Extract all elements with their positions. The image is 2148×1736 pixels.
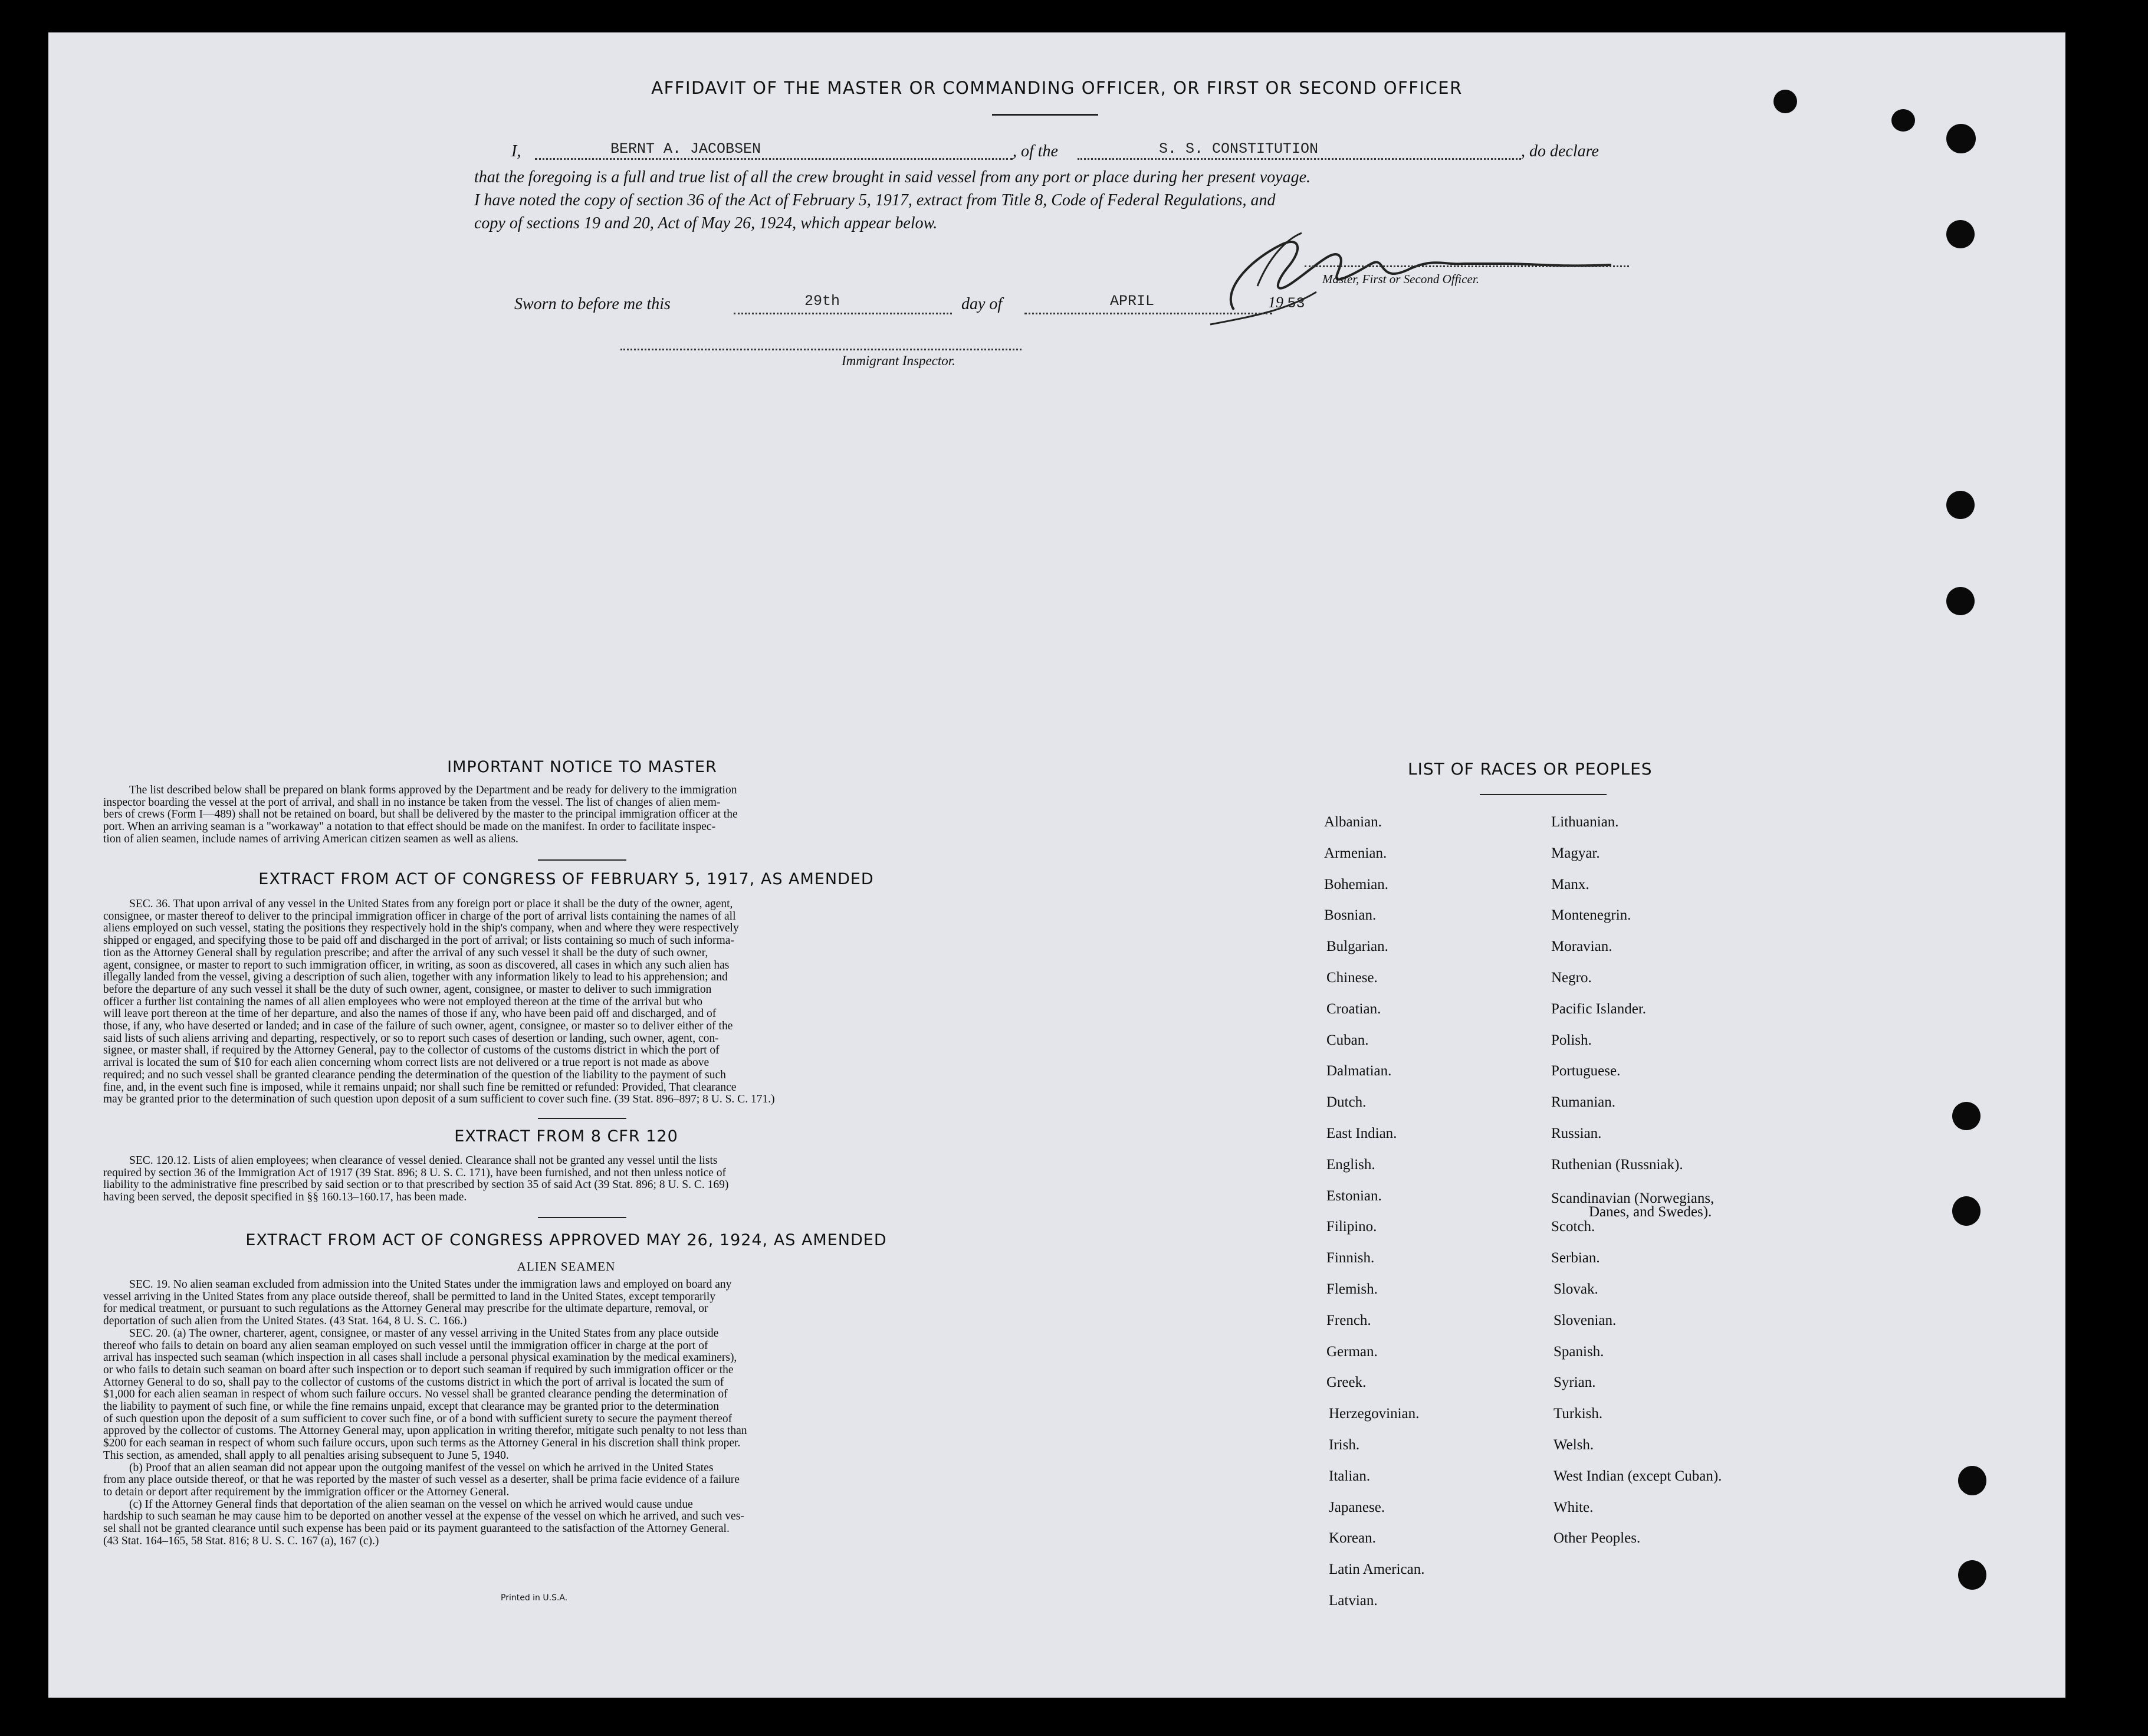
race-item: Flemish. bbox=[1326, 1281, 1378, 1297]
race-item: Herzegovinian. bbox=[1329, 1406, 1420, 1422]
extract-1924-line: hardship to such seaman he may cause him to be deported on another vessel at the expense of the vessel on which he arrived, and such ves- bbox=[103, 1510, 744, 1523]
extract-1917-line: shipped or engaged, and specifying those to be paid off and discharged in the port of arrival; or lists containing so much of such informa- bbox=[103, 934, 734, 947]
race-item: Irish. bbox=[1329, 1437, 1360, 1453]
race-item: Lithuanian. bbox=[1551, 814, 1619, 830]
punch-hole bbox=[1773, 90, 1797, 113]
signer-title: Master, First or Second Officer. bbox=[1322, 272, 1479, 286]
race-item: Scotch. bbox=[1551, 1219, 1595, 1235]
race-item: White. bbox=[1553, 1499, 1594, 1515]
extract-1917-line: said lists of such aliens arriving and departing, respectively, or so to report such cases of desertion or landing, such owner, agent, con- bbox=[103, 1032, 719, 1045]
race-item: Greek. bbox=[1326, 1374, 1367, 1391]
race-item: Syrian. bbox=[1553, 1374, 1596, 1391]
name-field bbox=[535, 140, 1013, 160]
extract-1924-line: for medical treatment, or pursuant to such regulations as the Attorney General may prescribe for the ultimate departure, removal, or bbox=[103, 1302, 708, 1315]
punch-hole bbox=[1946, 491, 1975, 519]
title-divider bbox=[992, 114, 1098, 116]
form-sheet bbox=[48, 32, 2065, 1698]
printed-label: Printed in U.S.A. bbox=[501, 1593, 568, 1603]
sworn-month: APRIL bbox=[1110, 293, 1155, 310]
extract-1924-line: $1,000 for each alien seaman in respect of whom such failure occurs. No vessel shall be granted clearance pending the determination of bbox=[103, 1388, 728, 1401]
month-field bbox=[1024, 295, 1272, 314]
notice-line: port. When an arriving seaman is a "workaway" a notation to that effect should be made on the manifest. In order to facilitate inspec- bbox=[103, 821, 716, 833]
punch-hole bbox=[1891, 109, 1915, 132]
declare-label: , do declare bbox=[1521, 142, 1599, 160]
punch-hole bbox=[1952, 1102, 1981, 1130]
extract-cfr-line: required by section 36 of the Immigration Act of 1917 (39 Stat. 896; 8 U. S. C. 171), have been furnished, and not then unless notice of bbox=[103, 1166, 727, 1179]
extract-1917-line: those, if any, who have deserted or landed; and in case of the failure of such owner, agent, consignee, or master so to deliver either of the bbox=[103, 1020, 733, 1033]
extract-1924-line: vessel arriving in the United States from any place outside thereof, shall be permitted to land in the United States, except temporarily bbox=[103, 1290, 716, 1303]
extract-1924-line: arrival has inspected such seaman (which inspection in all cases shall include a personal physical examination by the medical examiners), bbox=[103, 1351, 737, 1364]
signature-line bbox=[1305, 264, 1629, 267]
extract-1917-line: agent, consignee, or master to report to such immigration officer, in writing, as soon as discovered, all cases in which any such alien has bbox=[103, 959, 730, 972]
race-item: East Indian. bbox=[1326, 1125, 1397, 1141]
race-item: Dutch. bbox=[1326, 1094, 1367, 1111]
vessel-field bbox=[1078, 140, 1521, 160]
extract-1924-line: deportation of such alien from the United States. (43 Stat. 164, 8 U. S. C. 166.) bbox=[103, 1315, 467, 1328]
race-item: Bulgarian. bbox=[1326, 938, 1388, 955]
race-item: Italian. bbox=[1329, 1468, 1371, 1484]
race-item: Montenegrin. bbox=[1551, 907, 1631, 924]
race-item: Moravian. bbox=[1551, 938, 1612, 955]
race-item: Turkish. bbox=[1553, 1406, 1603, 1422]
extract-1917-divider bbox=[538, 1118, 626, 1119]
race-item: Polish. bbox=[1551, 1032, 1592, 1048]
extract-1917-line: before the departure of any such vessel it shall be the duty of such owner, agent, consignee, or master to deliver to such immigration bbox=[103, 983, 712, 996]
race-item: Albanian. bbox=[1324, 814, 1382, 830]
race-item: Finnish. bbox=[1326, 1250, 1375, 1266]
race-item: Bohemian. bbox=[1324, 876, 1389, 892]
of-the-label: , of the bbox=[1013, 142, 1058, 160]
extract-1917-line: consignee, or master thereof to deliver to the principal immigration officer in charge of the port of arrival lists containing the names of all bbox=[103, 910, 736, 923]
extract-1917-line: officer a further list containing the names of all alien employees who were not employed thereon at the time of the arrival but who bbox=[103, 995, 703, 1008]
extract-1917-line: required; and no such vessel shall be granted clearance pending the determination of the question of the liability to the payment of such bbox=[103, 1068, 726, 1081]
extract-1924-subtitle: ALIEN SEAMEN bbox=[517, 1259, 616, 1274]
year-prefix: 19 bbox=[1268, 294, 1283, 311]
day-of-label: day of bbox=[961, 295, 1003, 313]
extract-1924-line: sel shall not be granted clearance until such expense has been paid or its payment guaranteed to the satisfaction of the Attorney General. bbox=[103, 1522, 730, 1535]
races-divider bbox=[1480, 794, 1607, 795]
inspector-line bbox=[620, 347, 1022, 350]
notice-divider bbox=[538, 859, 626, 861]
race-item: Filipino. bbox=[1326, 1219, 1377, 1235]
extract-1917-text bbox=[103, 898, 1029, 1106]
master-name: BERNT A. JACOBSEN bbox=[610, 140, 761, 157]
punch-hole bbox=[1958, 1466, 1986, 1495]
notice-line: The list described below shall be prepared on blank forms approved by the Department and be ready for delivery to the immigration bbox=[129, 784, 737, 796]
extract-cfr-divider bbox=[538, 1217, 626, 1218]
extract-cfr-text bbox=[103, 1155, 1029, 1204]
extract-1924-line: the liability to payment of such fine, or while the fine remains unpaid, except that clearance may be granted prior to the determination bbox=[103, 1400, 719, 1413]
extract-cfr-line: having been served, the deposit specified in §§ 160.13–160.17, has been made. bbox=[103, 1191, 467, 1204]
extract-1924-line: SEC. 19. No alien seaman excluded from admission into the United States under the immigration laws and employed on board any bbox=[129, 1278, 732, 1291]
extract-1924-line: SEC. 20. (a) The owner, charterer, agent, consignee, or master of any vessel arriving in the United States from any place outside bbox=[129, 1327, 719, 1340]
affidavit-line: copy of sections 19 and 20, Act of May 26, 1924, which appear below. bbox=[474, 214, 938, 232]
race-item: Welsh. bbox=[1553, 1437, 1594, 1453]
extract-cfr-title: EXTRACT FROM 8 CFR 120 bbox=[454, 1127, 678, 1146]
race-item: Korean. bbox=[1329, 1530, 1376, 1547]
notice-line: tion of alien seamen, include names of arriving American citizen seamen as well as aliens. bbox=[103, 832, 518, 845]
extract-1924-line: Attorney General to do so, shall pay to the collector of customs of the customs district in which the port of arrival is located the sum of bbox=[103, 1376, 724, 1389]
race-item: Slovak. bbox=[1553, 1281, 1598, 1297]
extract-1924-line: This section, as amended, shall apply to all penalties arising subsequent to June 5, 1940. bbox=[103, 1449, 509, 1462]
punch-hole bbox=[1952, 1196, 1981, 1226]
race-item: Serbian. bbox=[1551, 1250, 1600, 1266]
extract-1924-line: thereof who fails to detain on board any alien seaman employed on such vessel until the immigration officer in charge at the port of bbox=[103, 1339, 708, 1352]
race-item: Cuban. bbox=[1326, 1032, 1369, 1048]
extract-1924-text bbox=[103, 1279, 1029, 1547]
extract-1924-line: or who fails to detain such seaman on board after such inspection or to deport such seaman if required by such immigration officer or the bbox=[103, 1363, 734, 1376]
race-item: Slovenian. bbox=[1553, 1312, 1617, 1328]
affidavit-line: I have noted the copy of section 36 of the Act of February 5, 1917, extract from Title 8, Code of Federal Regulations, and bbox=[474, 191, 1276, 209]
sworn-label: Sworn to before me this bbox=[514, 295, 671, 313]
i-label: I, bbox=[511, 142, 521, 160]
notice-text bbox=[103, 785, 1029, 846]
extract-1917-line: SEC. 36. That upon arrival of any vessel in the United States from any foreign port or place it shall be the duty of the owner, agent, bbox=[129, 898, 733, 910]
race-item: Other Peoples. bbox=[1553, 1530, 1641, 1547]
extract-1924-line: to detain or deport after requirement by the immigration officer or the Attorney General. bbox=[103, 1485, 510, 1498]
extract-1924-line: (c) If the Attorney General finds that deportation of the alien seaman on the vessel on which he arrived would cause undue bbox=[129, 1498, 693, 1511]
extract-1924-title: EXTRACT FROM ACT OF CONGRESS APPROVED MAY 26, 1924, AS AMENDED bbox=[245, 1231, 887, 1249]
notice-title: IMPORTANT NOTICE TO MASTER bbox=[447, 758, 717, 776]
race-item: Japanese. bbox=[1329, 1499, 1385, 1515]
race-item: Scandinavian (Norwegians, bbox=[1551, 1190, 1715, 1206]
race-item: Negro. bbox=[1551, 970, 1592, 986]
race-item: Latvian. bbox=[1329, 1593, 1378, 1609]
race-item: French. bbox=[1326, 1312, 1371, 1328]
extract-1924-line: (43 Stat. 164–165, 58 Stat. 816; 8 U. S. C. 167 (a), 167 (c).) bbox=[103, 1534, 379, 1547]
race-item: Latin American. bbox=[1329, 1561, 1425, 1578]
race-item: Estonian. bbox=[1326, 1187, 1382, 1204]
day-field bbox=[734, 295, 952, 314]
race-item: Portuguese. bbox=[1551, 1063, 1621, 1079]
punch-hole bbox=[1946, 220, 1975, 248]
race-item: Spanish. bbox=[1553, 1343, 1604, 1360]
race-item: Manx. bbox=[1551, 876, 1589, 892]
sworn-day: 29th bbox=[804, 293, 840, 310]
notice-line: bers of crews (Form I—489) shall not be retained on board, but shall be delivered by the master to the principal immigration officer at the bbox=[103, 808, 738, 821]
extract-1917-line: may be granted prior to the determination of such question upon deposit of a sum sufficient to cover such fine. (39 Stat. 896–897; 8 U. S. C. 171.) bbox=[103, 1093, 775, 1106]
punch-hole bbox=[1946, 587, 1975, 615]
affidavit-line: that the foregoing is a full and true list of all the crew brought in said vessel from any port or place during her present voyage. bbox=[474, 168, 1311, 186]
vessel-name: S. S. CONSTITUTION bbox=[1159, 140, 1319, 157]
punch-hole bbox=[1958, 1560, 1986, 1590]
race-item: Bosnian. bbox=[1324, 907, 1377, 924]
extract-1917-line: tion as the Attorney General shall by regulation prescribe; and after the arrival of any such vessel it shall be the duty of such owner, bbox=[103, 946, 708, 959]
notice-line: inspector boarding the vessel at the port of arrival, and shall in no instance be taken from the vessel. The list of changes of alien mem- bbox=[103, 796, 721, 809]
extract-1924-line: approved by the collector of customs. The Attorney General may, upon application in writing therefor, mitigate such penalty to not less than bbox=[103, 1425, 747, 1438]
race-item: Magyar. bbox=[1551, 845, 1600, 861]
sworn-year bbox=[1268, 294, 1305, 312]
extract-1924-line: $200 for each seaman in respect of whom such failure occurs, upon such terms as the Attorney General in his discretion shall think proper. bbox=[103, 1437, 741, 1450]
race-item: Croatian. bbox=[1326, 1000, 1381, 1017]
year-suffix: 53 bbox=[1287, 295, 1305, 312]
race-item: Dalmatian. bbox=[1326, 1063, 1392, 1079]
race-item: English. bbox=[1326, 1156, 1375, 1173]
race-item: Pacific Islander. bbox=[1551, 1000, 1647, 1017]
extract-1924-line: (b) Proof that an alien seaman did not appear upon the outgoing manifest of the vessel on which he arrived in the United States bbox=[129, 1461, 714, 1474]
extract-1924-line: from any place outside thereof, or that he was reported by the master of such vessel as a deserter, shall be prima facie evidence of a failure bbox=[103, 1474, 740, 1486]
race-item: Armenian. bbox=[1324, 845, 1387, 861]
race-item: Chinese. bbox=[1326, 970, 1378, 986]
race-item: West Indian (except Cuban). bbox=[1553, 1468, 1722, 1484]
race-item: Rumanian. bbox=[1551, 1094, 1616, 1111]
inspector-label: Immigrant Inspector. bbox=[842, 353, 955, 368]
extract-cfr-line: liability to the administrative fine prescribed by said section or to that prescribed by section 35 of said Act (39 Stat. 896; 8 U. S. C. 169) bbox=[103, 1179, 729, 1192]
race-item: Danes, and Swedes). bbox=[1589, 1204, 1712, 1220]
races-title: LIST OF RACES OR PEOPLES bbox=[1408, 759, 1653, 779]
race-item: Ruthenian (Russniak). bbox=[1551, 1156, 1683, 1173]
extract-1917-line: signee, or master shall, if required by the Attorney General, pay to the collector of customs of the customs district in which the port of bbox=[103, 1044, 720, 1057]
race-item: Russian. bbox=[1551, 1125, 1602, 1141]
extract-1917-line: fine, and, in the event such fine is imposed, while it remains unpaid; nor shall such fine be remitted or refunded: Provided, That clearance bbox=[103, 1081, 737, 1094]
extract-cfr-line: SEC. 120.12. Lists of alien employees; when clearance of vessel denied. Clearance shall not be granted any vessel until the lists bbox=[129, 1154, 718, 1167]
extract-1917-line: illegally landed from the vessel, giving a description of such alien, together with any information likely to lead to his apprehension; and bbox=[103, 971, 728, 984]
extract-1924-line: of such question upon the deposit of a sum sufficient to cover such fine, or of a bond with sufficient surety to secure the payment thereof bbox=[103, 1412, 733, 1425]
affidavit-title: AFFIDAVIT OF THE MASTER OR COMMANDING OFFICER, OR FIRST OR SECOND OFFICER bbox=[651, 78, 1463, 98]
extract-1917-line: aliens employed on such vessel, stating the positions they respectively hold in the ship's company, when and where they were respectively bbox=[103, 922, 739, 935]
punch-hole bbox=[1946, 124, 1976, 153]
extract-1917-line: will leave port thereon at the time of her departure, and also the names of those if any, who have been paid off and discharged, and of bbox=[103, 1008, 717, 1020]
race-item: German. bbox=[1326, 1343, 1378, 1360]
extract-1917-line: arrival is located the sum of $10 for each alien concerning whom correct lists are not delivered or a true report is not made as above bbox=[103, 1056, 710, 1069]
extract-1917-title: EXTRACT FROM ACT OF CONGRESS OF FEBRUARY 5, 1917, AS AMENDED bbox=[258, 870, 874, 888]
